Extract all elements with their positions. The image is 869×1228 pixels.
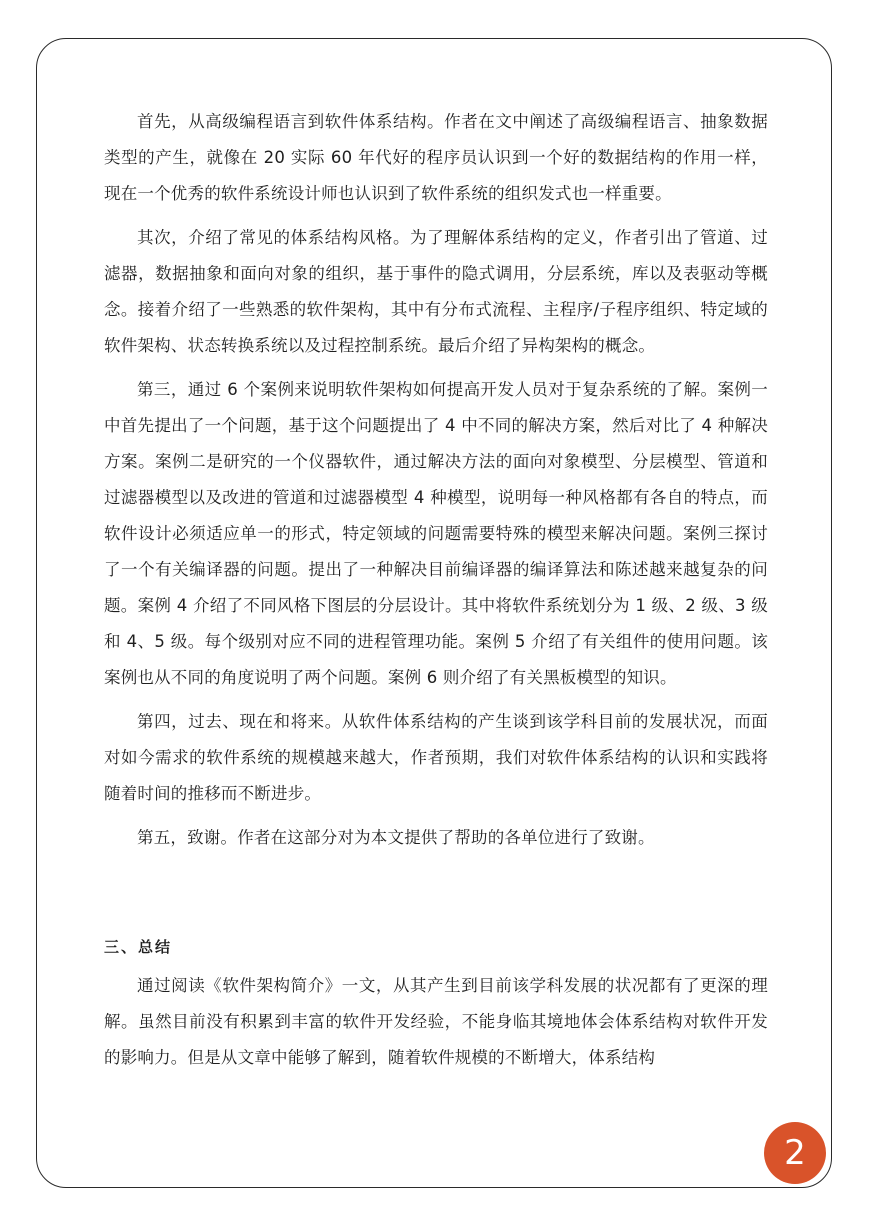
paragraph-second: 其次，介绍了常见的体系结构风格。为了理解体系结构的定义，作者引出了管道、过滤器，数据抽象和面向对象的组织，基于事件的隐式调用，分层系统，库以及表驱动等概念。接着介绍了一些熟悉的软件架构，其中有分布式流程、主程序/子程序组织、特定域的软件架构、状态转换系统以及过程控制系统。最后介绍了异构架构的概念。 <box>104 228 768 355</box>
document-body <box>104 104 768 1076</box>
paragraph-fourth: 第四，过去、现在和将来。从软件体系结构的产生谈到该学科目前的发展状况，而面对如今需求的软件系统的规模越来越大，作者预期，我们对软件体系结构的认识和实践将随着时间的推移而不断进步。 <box>104 712 768 803</box>
paragraph-summary: 通过阅读《软件架构简介》一文，从其产生到目前该学科发展的状况都有了更深的理解。虽然目前没有积累到丰富的软件开发经验，不能身临其境地体会体系结构对软件开发的影响力。但是从文章中能够了解到，随着软件规模的不断增大，体系结构 <box>104 976 768 1067</box>
page-number-badge <box>764 1122 826 1184</box>
paragraph-fifth: 第五，致谢。作者在这部分对为本文提供了帮助的各单位进行了致谢。 <box>137 828 655 847</box>
section-heading-summary: 三、总结 <box>104 938 173 956</box>
page-number: 2 <box>784 1133 806 1173</box>
paragraph-third: 第三，通过 6 个案例来说明软件架构如何提高开发人员对于复杂系统的了解。案例一中首先提出了一个问题，基于这个问题提出了 4 中不同的解决方案，然后对比了 4 种解决方案。案例二是研究的一个仪器软件，通过解决方法的面向对象模型、分层模型、管道和过滤器模型以及改进的管道和过滤器模型 4 种模型，说明每一种风格都有各自的特点，而软件设计必须适应单一的形式，特定领域的问题需要特殊的模型来解决问题。案例三探讨了一个有关编译器的问题。提出了一种解决目前编译器的编译算法和陈述越来越复杂的问题。案例 4 介绍了不同风格下图层的分层设计。其中将软件系统划分为 1 级、2 级、3 级和 4、5 级。每个级别对应不同的进程管理功能。案例 5 介绍了有关组件的使用问题。该案例也从不同的角度说明了两个问题。案例 6 则介绍了有关黑板模型的知识。 <box>104 380 768 687</box>
paragraph-first: 首先，从高级编程语言到软件体系结构。作者在文中阐述了高级编程语言、抽象数据类型的产生，就像在 20 实际 60 年代好的程序员认识到一个好的数据结构的作用一样，现在一个优秀的软件系统设计师也认识到了软件系统的组织发式也一样重要。 <box>104 112 768 203</box>
